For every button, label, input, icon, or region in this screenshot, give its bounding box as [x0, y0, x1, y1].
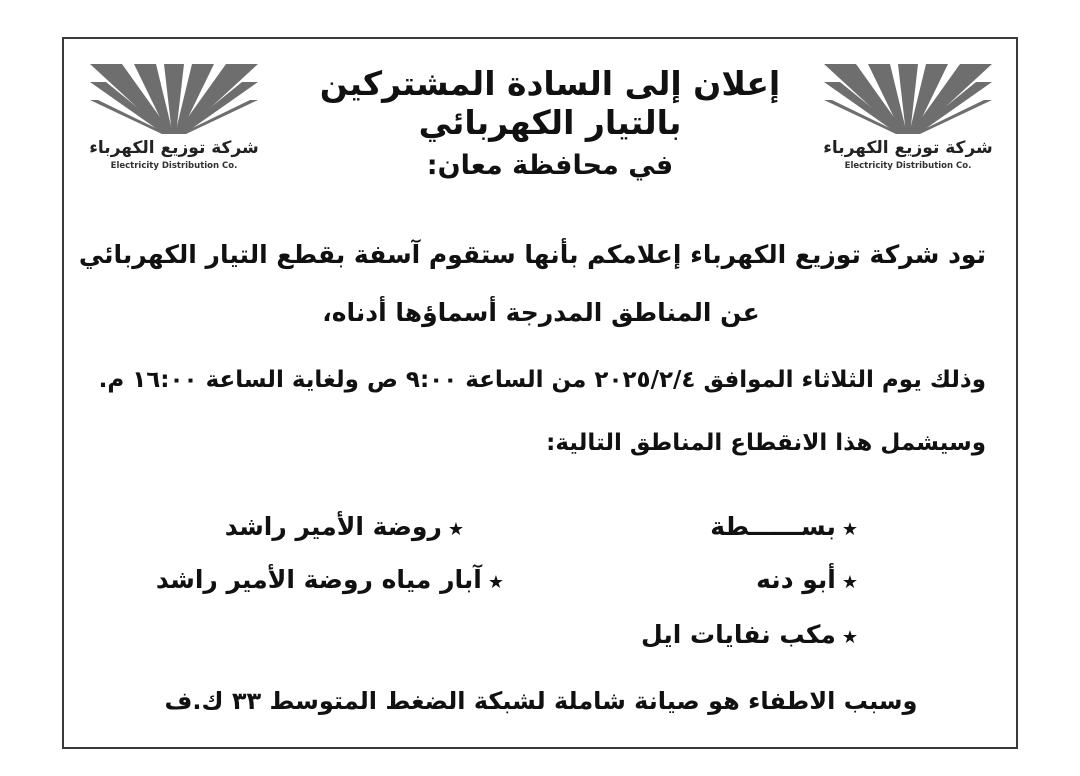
body-line-1: تود شركة توزيع الكهرباء إعلامكم بأنها ستقوم آسفة بقطع التيار الكهربائي — [78, 240, 986, 269]
announcement-title: إعلان إلى السادة المشتركين بالتيار الكهربائي — [319, 64, 781, 142]
area-item: ★مكب نفايات ايل — [641, 620, 858, 649]
area-item: ★روضة الأمير راشد — [224, 512, 464, 541]
company-name-en: Electricity Distribution Co. — [844, 161, 972, 171]
area-item: ★آبار مياه روضة الأمير راشد — [155, 565, 504, 594]
star-icon: ★ — [447, 519, 464, 540]
company-name-en: Electricity Distribution Co. — [110, 161, 238, 171]
company-logo-left — [84, 60, 264, 180]
area-item: ★بســــــطة — [710, 512, 858, 541]
body-line-2: عن المناطق المدرجة أسماؤها أدناه، — [322, 298, 760, 327]
announcement-subtitle: في محافظة معان: — [426, 150, 674, 181]
sunburst-logo-icon — [84, 60, 264, 138]
sunburst-logo-icon — [818, 60, 998, 138]
body-line-schedule: وذلك يوم الثلاثاء الموافق ٢٠٢٥/٢/٤ من الساعة ٩:٠٠ ص ولغاية الساعة ١٦:٠٠ م. — [98, 367, 986, 393]
body-line-areas-intro: وسيشمل هذا الانقطاع المناطق التالية: — [546, 430, 986, 456]
company-name-ar: شركة توزيع الكهرباء — [823, 138, 993, 158]
outage-reason: وسبب الاطفاء هو صيانة شاملة لشبكة الضغط المتوسط ٣٣ ك.ف — [164, 687, 918, 715]
star-icon: ★ — [841, 519, 858, 540]
star-icon: ★ — [841, 627, 858, 648]
company-logo-right — [818, 60, 998, 180]
area-item: ★أبو دنه — [756, 565, 858, 594]
star-icon: ★ — [841, 572, 858, 593]
star-icon: ★ — [487, 572, 504, 593]
company-name-ar: شركة توزيع الكهرباء — [89, 138, 259, 158]
